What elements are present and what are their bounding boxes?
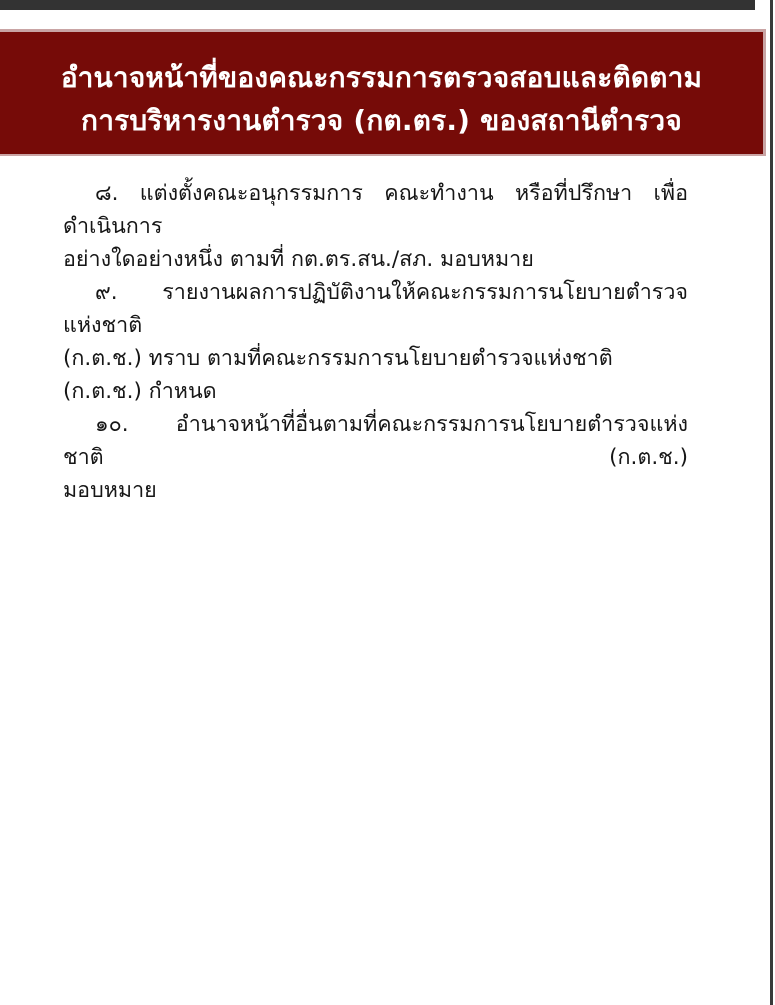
title-banner (0, 29, 766, 156)
body-line-item8-first: ๘. แต่งตั้งคณะอนุกรรมการ คณะทำงาน หรือที่ปรึกษา เพื่อดำเนินการ (63, 181, 688, 239)
body-line-item10-first: ๑๐. อำนาจหน้าที่อื่นตามที่คณะกรรมการนโยบายตำรวจแห่งชาติ (ก.ต.ช.) (63, 412, 688, 470)
page-right-edge-line (770, 0, 773, 1005)
window-top-bar (0, 0, 755, 10)
body-line-item8-second: อย่างใดอย่างหนึ่ง ตามที่ กต.ตร.สน./สภ. มอบหมาย (63, 247, 534, 272)
body-line-item9-first: ๙. รายงานผลการปฏิบัติงานให้คณะกรรมการนโยบายตำรวจแห่งชาติ (63, 280, 688, 338)
body-line-item9-second: (ก.ต.ช.) ทราบ ตามที่คณะกรรมการนโยบายตำรวจแห่งชาติ (ก.ต.ช.) กำหนด (63, 346, 613, 404)
body-line-item10-second: มอบหมาย (63, 478, 157, 503)
banner-title-line-2: การบริหารงานตำรวจ (กต.ตร.) ของสถานีตำรวจ (81, 104, 682, 137)
body-text-block (63, 177, 688, 507)
banner-title-line-1: อำนาจหน้าที่ของคณะกรรมการตรวจสอบและติดตาม (60, 61, 703, 94)
